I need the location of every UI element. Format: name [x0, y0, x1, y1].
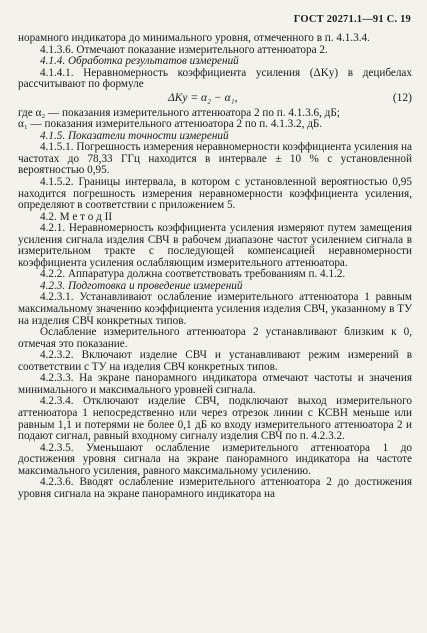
paragraph: 4.2.3.2. Включают изделие СВЧ и устанавливают режим измерений в соответствии с ТУ на изделия СВЧ конкретных типов.	[18, 349, 412, 373]
paragraph: 4.2.2. Аппаратура должна соответствовать требованиям п. 4.1.2.	[40, 268, 346, 281]
page-header: ГОСТ 20271.1—91 С. 19	[293, 14, 411, 25]
section-heading: 4.1.4. Обработка результатов измерений	[40, 55, 239, 68]
paragraph: 4.2.3.3. На экране панорамного индикатора отмечают частоты и значения минимального и максимального уровней сигнала.	[18, 372, 412, 396]
formula-legend: α₁ — показания измерительного аттенюатора 2 по п. 4.1.3.2, дБ.	[18, 118, 323, 131]
formula-number: (12)	[392, 91, 412, 104]
paragraph: 4.2.3.5. Уменьшают ослабление измерительного аттенюатора 1 до достижения уровня сигнала на экране панорамного индикатора на частоте максимального усиления, равного максимальному усилению.	[18, 441, 412, 477]
section-heading: 4.2. М е т о д II	[40, 210, 113, 223]
paragraph: Ослабление измерительного аттенюатора 2 устанавливают близким к 0, отмечая это показание.	[18, 326, 412, 350]
formula-line	[18, 91, 412, 108]
formula-expression: ΔKу = α₂ − α₁,	[168, 91, 238, 104]
paragraph: 4.1.5.2. Границы интервала, в котором с установленной вероятностью 0,95 находится погрешность измерения неравномерности коэффициента усиления, определяют в соответствии с приложением 5.	[18, 176, 412, 212]
paragraph: 4.2.3.4. Отключают изделие СВЧ, подключают выход измерительного аттенюатора 1 непосредственно или через отрезок линии с КСВН меньше или равным 1,1 и потерями не более 0,1 дБ ко входу измерительного аттенюатора 2 и подают сигнал, равный входному сигналу изделия СВЧ по п. 4.2.3.2.	[18, 395, 412, 443]
paragraph: норамного индикатора до минимального уровня, отмеченного в п. 4.1.3.4.	[18, 32, 370, 44]
paragraph: 4.2.3.1. Устанавливают ослабление измерительного аттенюатора 1 равным максимальному значению коэффициента усиления изделия СВЧ, указанному в ТУ на изделия СВЧ конкретных типов.	[18, 291, 412, 327]
paragraph: 4.2.3.6. Вводят ослабление измерительного аттенюатора 2 до достижения уровня сигнала на экране панорамного индикатора на	[18, 476, 412, 500]
paragraph: 4.1.3.6. Отмечают показание измерительного аттенюатора 2.	[40, 43, 328, 56]
section-heading: 4.1.5. Показатели точности измерений	[40, 129, 229, 142]
paragraph: 4.1.4.1. Неравномерность коэффициента усиления (ΔKу) в децибелах рассчитывают по формуле	[18, 66, 412, 91]
paragraph: 4.2.1. Неравномерность коэффициента усиления измеряют путем замещения усиления сигнала изделия СВЧ в рабочем диапазоне частот усилением сигнала в измерительном тракте с последующей компенсацией неравномерности коэффициента усиления ослабляющим измерительного аттенюатора.	[18, 222, 412, 269]
section-heading: 4.2.3. Подготовка и проведение измерений	[40, 279, 243, 292]
paragraph: 4.1.5.1. Погрешность измерения неравномерности коэффициента усиления на частотах до 78,33 ГГц находится в интервале ± 10 % с установленной вероятностью 0,95.	[18, 141, 412, 177]
document-body	[18, 33, 412, 500]
formula-legend: где α₂ — показания измерительного аттенюатора 2 по п. 4.1.3.6, дБ;	[18, 106, 340, 119]
